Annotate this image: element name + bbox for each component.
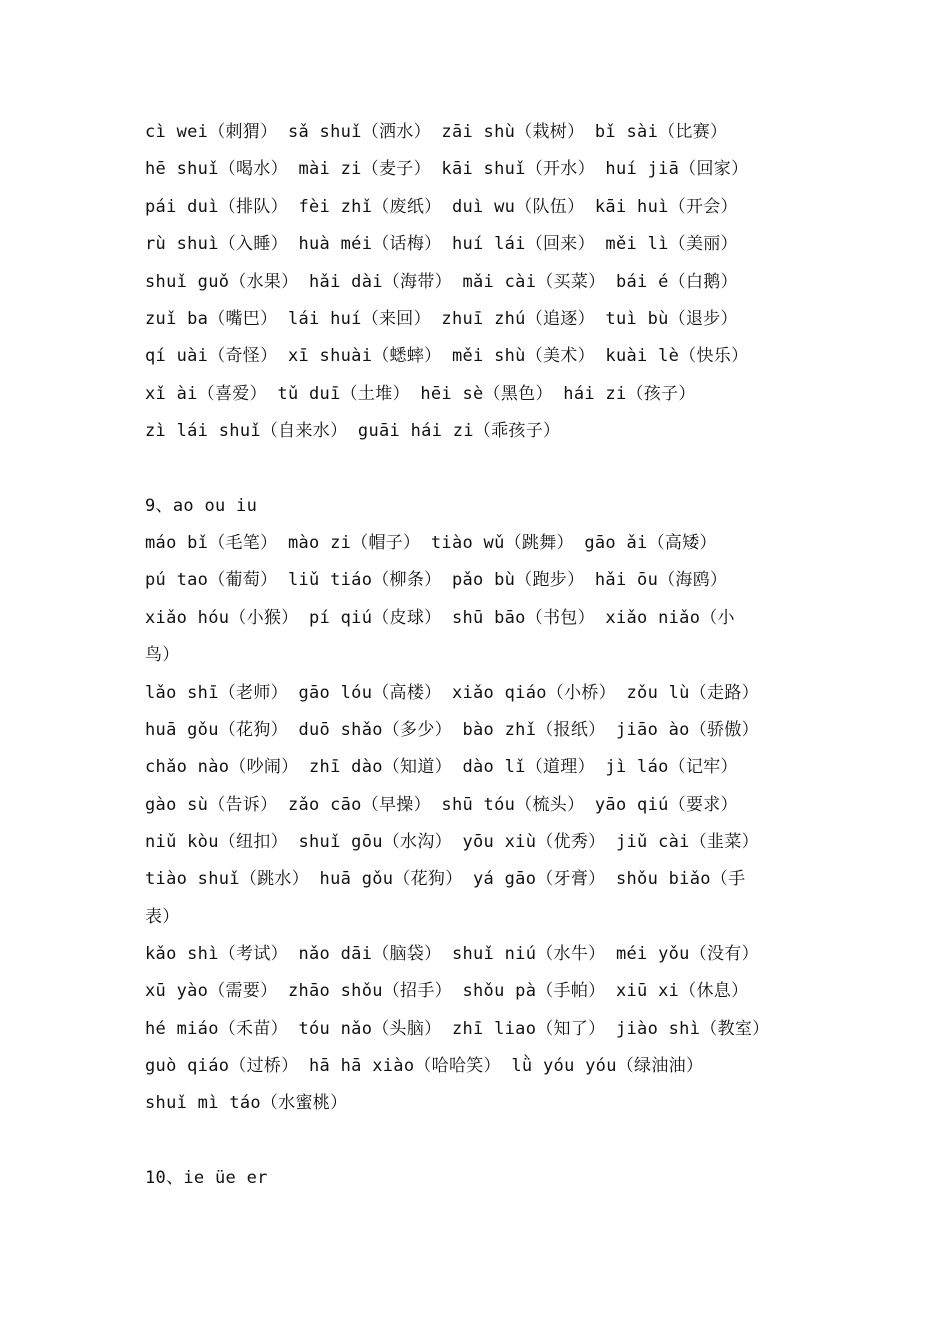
text-line: máo bǐ（毛笔） mào zi（帽子） tiào wǔ（跳舞） gāo ǎi（高矮） xyxy=(145,533,717,553)
text-line: qí uài（奇怪） xī shuài（蟋蟀） měi shù（美术） kuài lè（快乐） xyxy=(145,346,749,366)
text-line: pái duì（排队） fèi zhǐ（废纸） duì wu（队伍） kāi huì（开会） xyxy=(145,197,738,217)
text-line: huā gǒu（花狗） duō shǎo（多少） bào zhǐ（报纸） jiāo ào（骄傲） xyxy=(145,720,759,740)
text-line: 鸟） xyxy=(145,645,180,665)
text-line: chǎo nào（吵闹） zhī dào（知道） dào lǐ（道理） jì láo（记牢） xyxy=(145,757,738,777)
text-line: shuǐ mì táo（水蜜桃） xyxy=(145,1093,348,1113)
text-line: cì wei（刺猬） sǎ shuǐ（洒水） zāi shù（栽树） bǐ sài（比赛） xyxy=(145,122,728,142)
text-line: zuǐ ba（嘴巴） lái huí（来回） zhuī zhú（追逐） tuì bù（退步） xyxy=(145,309,738,329)
section-heading: 10、ie üe er xyxy=(145,1168,268,1188)
text-line: hé miáo（禾苗） tóu nǎo（头脑） zhī liao（知了） jiào shì（教室） xyxy=(145,1019,770,1039)
text-line: tiào shuǐ（跳水） huā gǒu（花狗） yá gāo（牙膏） shǒu biǎo（手 xyxy=(145,869,746,889)
text-line: lǎo shī（老师） gāo lóu（高楼） xiǎo qiáo（小桥） zǒu lù（走路） xyxy=(145,683,759,703)
text-line: pú tao（葡萄） liǔ tiáo（柳条） pǎo bù（跑步） hǎi ōu（海鸥） xyxy=(145,570,728,590)
text-line: 表） xyxy=(145,907,180,927)
text-line: xiǎo hóu（小猴） pí qiú（皮球） shū bāo（书包） xiǎo niǎo（小 xyxy=(145,608,735,628)
text-line: zì lái shuǐ（自来水） guāi hái zi（乖孩子） xyxy=(145,421,561,441)
text-line: shuǐ guǒ（水果） hǎi dài（海带） mǎi cài（买菜） bái é（白鹅） xyxy=(145,272,738,292)
text-line: xū yào（需要） zhāo shǒu（招手） shǒu pà（手帕） xiū xi（休息） xyxy=(145,981,749,1001)
text-line: rù shuì（入睡） huà méi（话梅） huí lái（回来） měi lì（美丽） xyxy=(145,234,738,254)
text-line: xǐ ài（喜爱） tǔ duī（土堆） hēi sè（黑色） hái zi（孩子） xyxy=(145,384,696,404)
text-line: hē shuǐ（喝水） mài zi（麦子） kāi shuǐ（开水） huí jiā（回家） xyxy=(145,159,749,179)
text-line: guò qiáo（过桥） hā hā xiào（哈哈笑） lǜ yóu yóu（绿油油） xyxy=(145,1056,704,1076)
text-line: kǎo shì（考试） nǎo dāi（脑袋） shuǐ niú（水牛） méi yǒu（没有） xyxy=(145,944,759,964)
text-line: gào sù（告诉） zǎo cāo（早操） shū tóu（梳头） yāo qiú（要求） xyxy=(145,795,738,815)
section-heading: 9、ao ou iu xyxy=(145,496,258,516)
text-line: niǔ kòu（纽扣） shuǐ gōu（水沟） yōu xiù（优秀） jiǔ cài（韭菜） xyxy=(145,832,759,852)
